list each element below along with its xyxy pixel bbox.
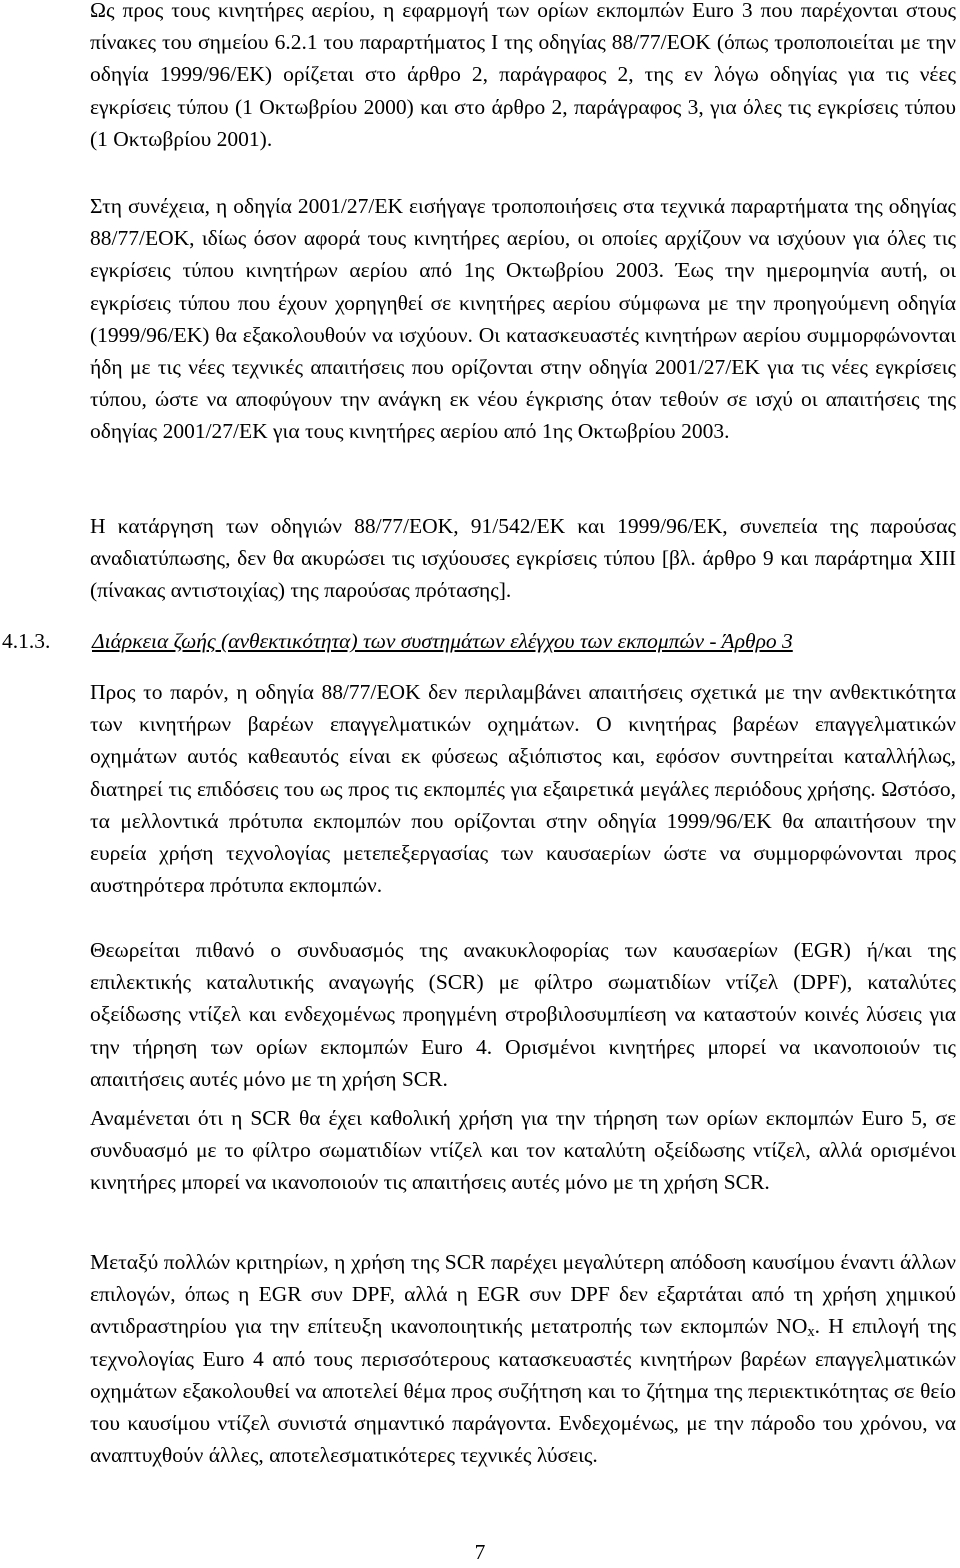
page-number: 7 [474, 1540, 486, 1564]
section-number: 4.1.3. [2, 629, 51, 653]
body-paragraph [90, 1246, 956, 1471]
body-paragraph: Αναμένεται ότι η SCR θα έχει καθολική χρήση για την τήρηση των ορίων εκπομπών Euro 5, σε συνδυασμό με το φίλτρο σωματιδίων ντίζελ και τον καταλύτη οξείδωσης ντίζελ, αλλά ορισμένοι κινητήρες μπορεί να ικανοποιούν τις απαιτήσεις αυτές μόνο με τη χρήση SCR. [90, 1106, 956, 1195]
body-paragraph: Ως προς τους κινητήρες αερίου, η εφαρμογή των ορίων εκπομπών Euro 3 που παρέχονται στους πίνακες του σημείου 6.2.1 του παραρτήματος Ι της οδηγίας 88/77/ΕΟΚ (όπως τροποποιείται με την οδηγία 1999/96/ΕΚ) ορίζεται στο άρθρο 2, παράγραφος 2, της εν λόγω οδηγίας για τις νέες εγκρίσεις τύπου (1 Οκτωβρίου 2000) και στο άρθρο 2, παράγραφος 3, για όλες τις εγκρίσεις τύπου (1 Οκτωβρίου 2001). [90, 0, 956, 151]
body-paragraph: Προς το παρόν, η οδηγία 88/77/ΕΟΚ δεν περιλαμβάνει απαιτήσεις σχετικά με την ανθεκτικότητα των κινητήρων βαρέων επαγγελματικών οχημάτων. Ο κινητήρας βαρέων επαγγελματικών οχημάτων αυτός καθεαυτός είναι εκ φύσεως αξιόπιστος και, εφόσον συντηρείται καταλλήλως, διατηρεί τις επιδόσεις του ως προς τις εκπομπές για εξαιρετικά μεγάλες περιόδους χρήσης. Ωστόσο, τα μελλοντικά πρότυπα εκπομπών που ορίζονται στην οδηγία 1999/96/ΕΚ θα απαιτήσουν την ευρεία χρήση τεχνολογίας μετεπεξεργασίας των καυσαερίων ώστε να συμμορφώνονται προς αυστηρότερα πρότυπα εκπομπών. [90, 680, 956, 898]
body-paragraph: Θεωρείται πιθανό ο συνδυασμός της ανακυκλοφορίας των καυσαερίων (EGR) ή/και της επιλεκτικής καταλυτικής αναγωγής (SCR) με φίλτρο σωματιδίων ντίζελ (DPF), καταλύτες οξείδωσης ντίζελ και ενδεχομένως προηγμένη στροβιλοσυμπίεση να καταστούν κοινές λύσεις για την τήρηση των ορίων εκπομπών Euro 4. Ορισμένοι κινητήρες μπορεί να ικανοποιούν τις απαιτήσεις αυτές μόνο με τη χρήση SCR. [90, 938, 956, 1091]
paragraph-text: Μεταξύ πολλών κριτηρίων, η χρήση της SCR παρέχει μεγαλύτερη απόδοση καυσίμου έναντι άλλων επιλογών, όπως η EGR συν DPF, αλλά η EGR συν DPF δεν εξαρτάται από τη χρήση χημικού αντιδραστηρίου για την επίτευξη ικανοποιητικής μετατροπής των εκπομπών NO [90, 1250, 956, 1339]
body-paragraph: Στη συνέχεια, η οδηγία 2001/27/ΕΚ εισήγαγε τροποποιήσεις στα τεχνικά παραρτήματα της οδηγίας 88/77/ΕΟΚ, ιδίως όσον αφορά τους κινητήρες αερίου, οι οποίες αρχίζουν να ισχύουν για όλες τις εγκρίσεις τύπου κινητήρων αερίου από 1ης Οκτωβρίου 2003. Έως την ημερομηνία αυτή, οι εγκρίσεις τύπου που έχουν χορηγηθεί σε κινητήρες αερίου σύμφωνα με την προηγούμενη οδηγία (1999/96/ΕΚ) θα εξακολουθούν να ισχύουν. Οι κατασκευαστές κινητήρων αερίου συμμορφώνονται ήδη με τις νέες τεχνικές απαιτήσεις που ορίζονται στην οδηγία 2001/27/ΕΚ για τις νέες εγκρίσεις τύπου, ώστε να αποφύγουν την ανάγκη εκ νέου έγκρισης όταν τεθούν σε ισχύ οι απαιτήσεις της οδηγίας 2001/27/ΕΚ για τους κινητήρες αερίου από 1ης Οκτωβρίου 2003. [90, 194, 956, 444]
body-paragraph: Η κατάργηση των οδηγιών 88/77/ΕΟΚ, 91/542/ΕΚ και 1999/96/ΕΚ, συνεπεία της παρούσας αναδιατύπωσης, δεν θα ακυρώσει τις ισχύουσες εγκρίσεις τύπου [βλ. άρθρο 9 και παράρτημα XIII (πίνακας αντιστοιχίας) της παρούσας πρότασης]. [90, 514, 956, 603]
subscript-text: x [807, 1324, 815, 1341]
section-title: Διάρκεια ζωής (ανθεκτικότητα) των συστημάτων ελέγχου των εκπομπών - Άρθρο 3 [92, 629, 793, 653]
paragraph-text: . Η επιλογή της τεχνολογίας Euro 4 από τους περισσότερους κατασκευαστές κινητήρων βαρέων επαγγελματικών οχημάτων εξακολουθεί να αποτελεί θέμα προς συζήτηση και το ζήτημα της περιεκτικότητας σε θείο του καυσίμου ντίζελ συνιστά σημαντικό παράγοντα. Ενδεχομένως, με την πάροδο του χρόνου, να αναπτυχθούν άλλες, αποτελεσματικότερες τεχνικές λύσεις. [90, 1314, 957, 1468]
